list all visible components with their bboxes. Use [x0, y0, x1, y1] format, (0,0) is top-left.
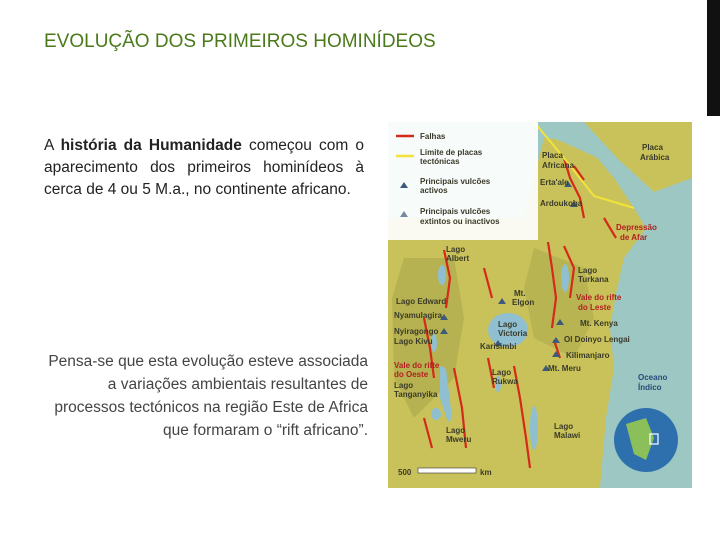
rift-map-graphic — [384, 118, 694, 490]
lake-mweru — [431, 408, 441, 420]
label-ertale: Erta'ale — [540, 178, 569, 187]
label-ocean-2: Índico — [638, 383, 662, 392]
label-rukwa-1: Lago — [492, 368, 512, 377]
rift-map — [384, 118, 694, 490]
label-albert-2: Albert — [446, 254, 470, 263]
lake-albert — [438, 265, 446, 285]
label-turkana-2: Turkana — [578, 275, 609, 284]
label-african-plate-2: Africana — [542, 161, 575, 170]
label-elgon-1: Mt. — [514, 289, 526, 298]
label-arabian-plate-2: Arábica — [640, 153, 670, 162]
label-ocean-1: Oceano — [638, 373, 668, 382]
label-mweru-2: Mweru — [446, 435, 472, 444]
label-kenya: Mt. Kenya — [580, 319, 618, 328]
label-tanganyika-1: Lago — [394, 381, 414, 390]
scale-bar — [418, 468, 476, 473]
slide-title: EVOLUÇÃO DOS PRIMEIROS HOMINÍDEOS — [44, 31, 436, 52]
label-edward: Lago Edward — [396, 297, 447, 306]
label-afar-1: Depressão — [616, 223, 657, 232]
label-arabian-plate-1: Placa — [642, 143, 663, 152]
legend-plate-limit-1: Limite de placas — [420, 148, 483, 157]
lake-malawi — [530, 406, 538, 450]
label-west-rift-2: do Oeste — [394, 370, 429, 379]
intro-bold-text: história da Humanidade — [60, 137, 242, 154]
label-karisimbi: Karisimbi — [480, 342, 517, 351]
label-nyamulagira: Nyamulagira — [394, 311, 443, 320]
slide-edge-bar — [707, 0, 720, 116]
legend-extinct-volcanoes-2: extintos ou inactivos — [420, 217, 500, 226]
label-east-rift-2: do Leste — [578, 303, 611, 312]
label-ardoukoba: Ardoukoba — [540, 199, 583, 208]
label-victoria-2: Victoria — [498, 329, 528, 338]
label-malawi-1: Lago — [554, 422, 574, 431]
label-african-plate-1: Placa — [542, 151, 563, 160]
intro-paragraph — [44, 135, 364, 201]
intro-suffix: começou com o aparecimento dos primeiros hominídeos à cerca de 4 ou 5 M.a., no continente africano. — [44, 137, 364, 198]
label-tanganyika-2: Tanganyika — [394, 390, 438, 399]
label-nyiragongo: Nyiragongo — [394, 327, 439, 336]
legend-extinct-volcanoes-1: Principais vulcões — [420, 207, 491, 216]
label-elgon-2: Elgon — [512, 298, 535, 307]
rift-paragraph: Pensa-se que esta evolução esteve associada a variações ambientais resultantes de processos tectónicos na região Este de Africa que formaram o “rift africano”. — [48, 353, 368, 439]
label-afar-2: de Afar — [620, 233, 648, 242]
lake-turkana — [561, 264, 569, 292]
legend-faults: Falhas — [420, 132, 446, 141]
label-albert-1: Lago — [446, 245, 466, 254]
label-meru: Mt. Meru — [548, 364, 581, 373]
label-kivu: Lago Kivu — [394, 337, 433, 346]
label-west-rift-1: Vale do rifte — [394, 361, 440, 370]
label-east-rift-1: Vale do rifte — [576, 293, 622, 302]
label-malawi-2: Malawi — [554, 431, 581, 440]
legend-active-volcanoes-1: Principais vulcões — [420, 177, 491, 186]
legend-active-volcanoes-2: activos — [420, 186, 448, 195]
label-victoria-1: Lago — [498, 320, 518, 329]
label-rukwa-2: Rukwa — [492, 377, 518, 386]
scale-unit: km — [480, 468, 492, 477]
label-turkana-1: Lago — [578, 266, 598, 275]
label-lengai: Ol Doinyo Lengai — [564, 335, 630, 344]
intro-prefix: A — [44, 137, 61, 154]
legend-plate-limit-2: tectónicas — [420, 157, 460, 166]
label-kilimanjaro: Kilimanjaro — [566, 351, 610, 360]
label-mweru-1: Lago — [446, 426, 466, 435]
scale-value: 500 — [398, 468, 412, 477]
